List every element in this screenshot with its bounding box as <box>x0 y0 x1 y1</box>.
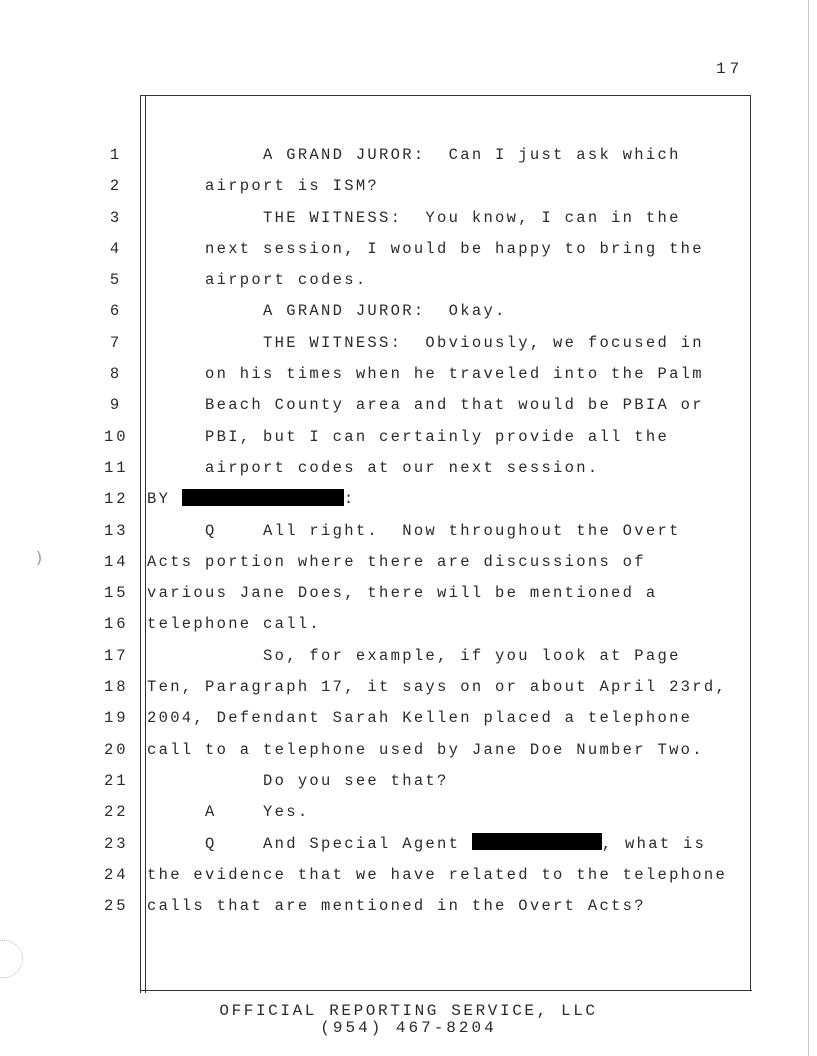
line-number: 7 <box>109 333 123 352</box>
redaction-bar <box>182 489 344 506</box>
page-number: 17 <box>716 60 744 78</box>
line-number: 11 <box>104 458 129 477</box>
line-number: 4 <box>109 239 123 258</box>
line-text <box>147 829 706 860</box>
transcript-line-18 <box>0 672 760 703</box>
line-text: airport is ISM? <box>147 177 380 196</box>
line-text: call to a telephone used by Jane Doe Number Two. <box>147 740 704 759</box>
transcript-line-17 <box>0 641 760 672</box>
line-number: 1 <box>109 146 123 164</box>
line-text: Do you see that? <box>147 771 449 790</box>
line-number: 13 <box>104 521 129 540</box>
page-edge-line <box>808 0 809 1056</box>
frame-bottom-border <box>140 990 752 991</box>
line-text: various Jane Does, there will be mentioned a <box>147 584 658 603</box>
transcript-line-7 <box>0 328 760 359</box>
line-text: 2004, Defendant Sarah Kellen placed a telephone <box>147 709 693 728</box>
line-number: 20 <box>104 740 129 759</box>
line-text-before-redaction: BY <box>147 490 182 509</box>
line-text: A GRAND JUROR: Okay. <box>147 302 507 321</box>
line-text: calls that are mentioned in the Overt Acts? <box>147 897 646 916</box>
frame-top-border <box>140 95 750 96</box>
line-text: airport codes at our next session. <box>147 458 600 477</box>
line-text: on his times when he traveled into the Palm <box>147 365 704 384</box>
line-number: 16 <box>104 615 129 634</box>
transcript-line-16 <box>0 609 760 640</box>
transcript-body <box>0 140 760 922</box>
transcript-line-15 <box>0 578 760 609</box>
footer <box>0 1003 817 1037</box>
line-text-after-redaction: , what is <box>601 834 707 853</box>
line-text: Acts portion where there are discussions of <box>147 552 646 571</box>
line-number: 8 <box>109 365 123 384</box>
line-text: airport codes. <box>147 271 368 290</box>
line-text: A GRAND JUROR: Can I just ask which <box>147 146 681 164</box>
transcript-line-24 <box>0 860 760 891</box>
line-number: 5 <box>109 271 123 290</box>
line-number: 21 <box>104 771 129 790</box>
transcript-line-25 <box>0 891 760 922</box>
line-number: 24 <box>104 865 129 884</box>
line-number: 12 <box>104 490 129 509</box>
line-text: the evidence that we have related to the telephone <box>147 865 728 884</box>
line-number: 6 <box>109 302 123 321</box>
transcript-line-3 <box>0 203 760 234</box>
transcript-line-12 <box>0 484 760 515</box>
transcript-line-13 <box>0 516 760 547</box>
transcript-line-1 <box>0 140 760 171</box>
line-text-before-redaction: Q And Special Agent <box>147 834 472 853</box>
line-text: telephone call. <box>147 615 322 634</box>
transcript-line-8 <box>0 359 760 390</box>
transcript-line-19 <box>0 703 760 734</box>
transcript-line-5 <box>0 265 760 296</box>
line-number: 2 <box>109 177 123 196</box>
line-number: 3 <box>109 208 123 227</box>
line-number: 22 <box>104 803 129 822</box>
line-number: 25 <box>104 897 129 916</box>
transcript-line-23 <box>0 829 760 860</box>
transcript-line-22 <box>0 797 760 828</box>
line-text: So, for example, if you look at Page <box>147 646 681 665</box>
redaction-bar <box>472 833 602 850</box>
line-text: next session, I would be happy to bring the <box>147 239 704 258</box>
line-number: 18 <box>104 678 129 697</box>
transcript-line-20 <box>0 735 760 766</box>
transcript-line-21 <box>0 766 760 797</box>
line-number: 10 <box>104 427 129 446</box>
line-number: 15 <box>104 584 129 603</box>
line-text <box>147 484 355 515</box>
transcript-line-2 <box>0 171 760 202</box>
line-number: 14 <box>104 552 129 571</box>
line-number: 9 <box>109 396 123 415</box>
line-text: PBI, but I can certainly provide all the <box>147 427 670 446</box>
line-text: THE WITNESS: Obviously, we focused in <box>147 333 704 352</box>
transcript-line-11 <box>0 453 760 484</box>
footer-phone: (954) 467-8204 <box>320 1019 497 1037</box>
line-text: Q All right. Now throughout the Overt <box>147 521 681 540</box>
transcript-line-14 <box>0 547 760 578</box>
transcript-line-10 <box>0 422 760 453</box>
transcript-line-9 <box>0 390 760 421</box>
margin-bracket-mark: ) <box>36 548 43 567</box>
line-text: A Yes. <box>147 803 310 822</box>
line-number: 19 <box>104 709 129 728</box>
transcript-line-6 <box>0 296 760 327</box>
line-number: 17 <box>104 646 129 665</box>
line-text-after-redaction: : <box>343 490 356 509</box>
hole-punch-mark <box>0 940 23 978</box>
transcript-line-4 <box>0 234 760 265</box>
footer-company: OFFICIAL REPORTING SERVICE, LLC <box>219 1002 598 1020</box>
line-text: THE WITNESS: You know, I can in the <box>147 208 681 227</box>
line-text: Ten, Paragraph 17, it says on or about April 23rd, <box>147 678 728 697</box>
line-number: 23 <box>104 834 129 853</box>
line-text: Beach County area and that would be PBIA or <box>147 396 704 415</box>
